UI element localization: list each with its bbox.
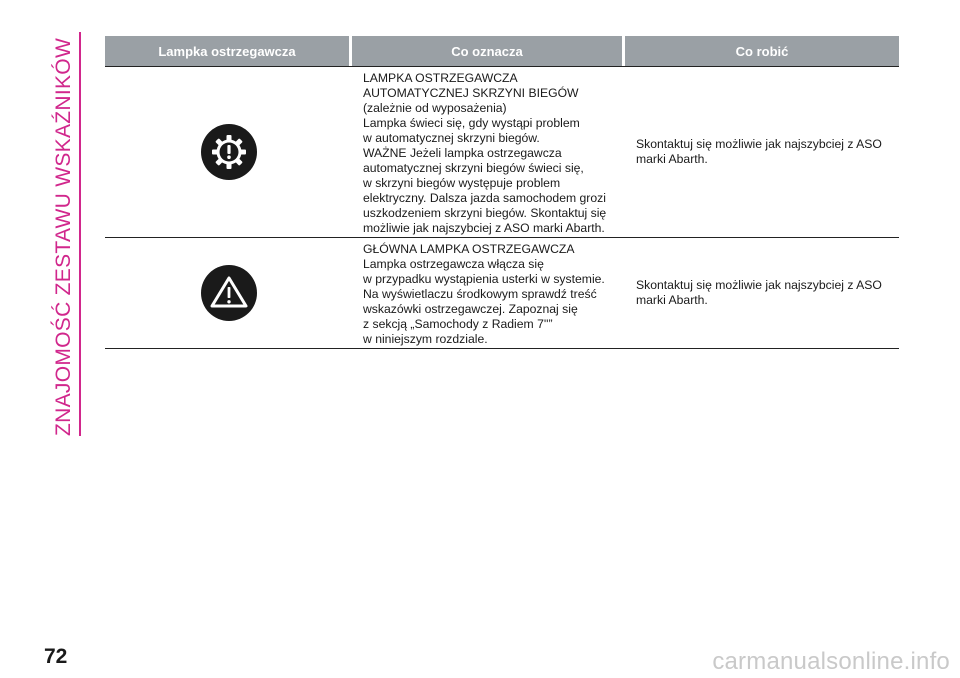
meaning-text — [352, 67, 625, 237]
meaning-line: w przypadku wystąpienia usterki w systemie. — [363, 272, 605, 286]
meaning-line: w niniejszym rozdziale. — [363, 332, 488, 346]
meaning-line: Lampka ostrzegawcza włącza się — [363, 257, 544, 271]
meaning-line: z sekcją „Samochody z Radiem 7''” — [363, 317, 553, 331]
meaning-line: GŁÓWNA LAMPKA OSTRZEGAWCZA — [363, 242, 575, 256]
meaning-line: Lampka świeci się, gdy wystąpi problem — [363, 116, 580, 130]
meaning-line: możliwie jak najszybciej z ASO marki Abarth. — [363, 221, 605, 235]
meaning-line: (zależnie od wyposażenia) — [363, 101, 507, 115]
action-line: Skontaktuj się możliwie jak najszybciej z ASO marki Abarth. — [636, 278, 882, 307]
table-row — [105, 238, 899, 349]
meaning-text — [352, 238, 625, 348]
meaning-line: uszkodzeniem skrzyni biegów. Skontaktuj się — [363, 206, 607, 220]
warning-lights-table — [105, 36, 899, 349]
watermark-text: carmanualsonline.info — [712, 648, 950, 675]
meaning-line: LAMPKA OSTRZEGAWCZA — [363, 71, 518, 85]
meaning-line: Na wyświetlaczu środkowym sprawdź treść — [363, 287, 597, 301]
gearbox-warning-icon — [201, 124, 257, 180]
warning-light-cell — [105, 238, 352, 348]
meaning-line: wskazówki ostrzegawczej. Zapoznaj się — [363, 302, 578, 316]
action-line: Skontaktuj się możliwie jak najszybciej z ASO marki Abarth. — [636, 137, 882, 166]
table-row — [105, 66, 899, 238]
header-action: Co robić — [625, 36, 899, 66]
meaning-line: automatycznej skrzyni biegów świeci się, — [363, 161, 584, 175]
meaning-line: w skrzyni biegów występuje problem — [363, 176, 561, 190]
header-warning-light: Lampka ostrzegawcza — [105, 36, 349, 66]
meaning-line: AUTOMATYCZNEJ SKRZYNI BIEGÓW — [363, 86, 579, 100]
meaning-line: elektryczny. Dalsza jazda samochodem grozi — [363, 191, 606, 205]
action-text — [625, 67, 899, 237]
warning-light-cell — [105, 67, 352, 237]
section-title: ZNAJOMOŚĆ ZESTAWU WSKAŹNIKÓW — [52, 37, 75, 436]
action-text — [625, 238, 899, 348]
table-header — [105, 36, 899, 66]
meaning-line: WAŻNE Jeżeli lampka ostrzegawcza — [363, 146, 562, 160]
page-number: 72 — [44, 645, 68, 668]
header-meaning: Co oznacza — [352, 36, 622, 66]
general-warning-triangle-icon — [201, 265, 257, 321]
meaning-line: w automatycznej skrzyni biegów. — [363, 131, 540, 145]
section-divider — [79, 32, 81, 436]
